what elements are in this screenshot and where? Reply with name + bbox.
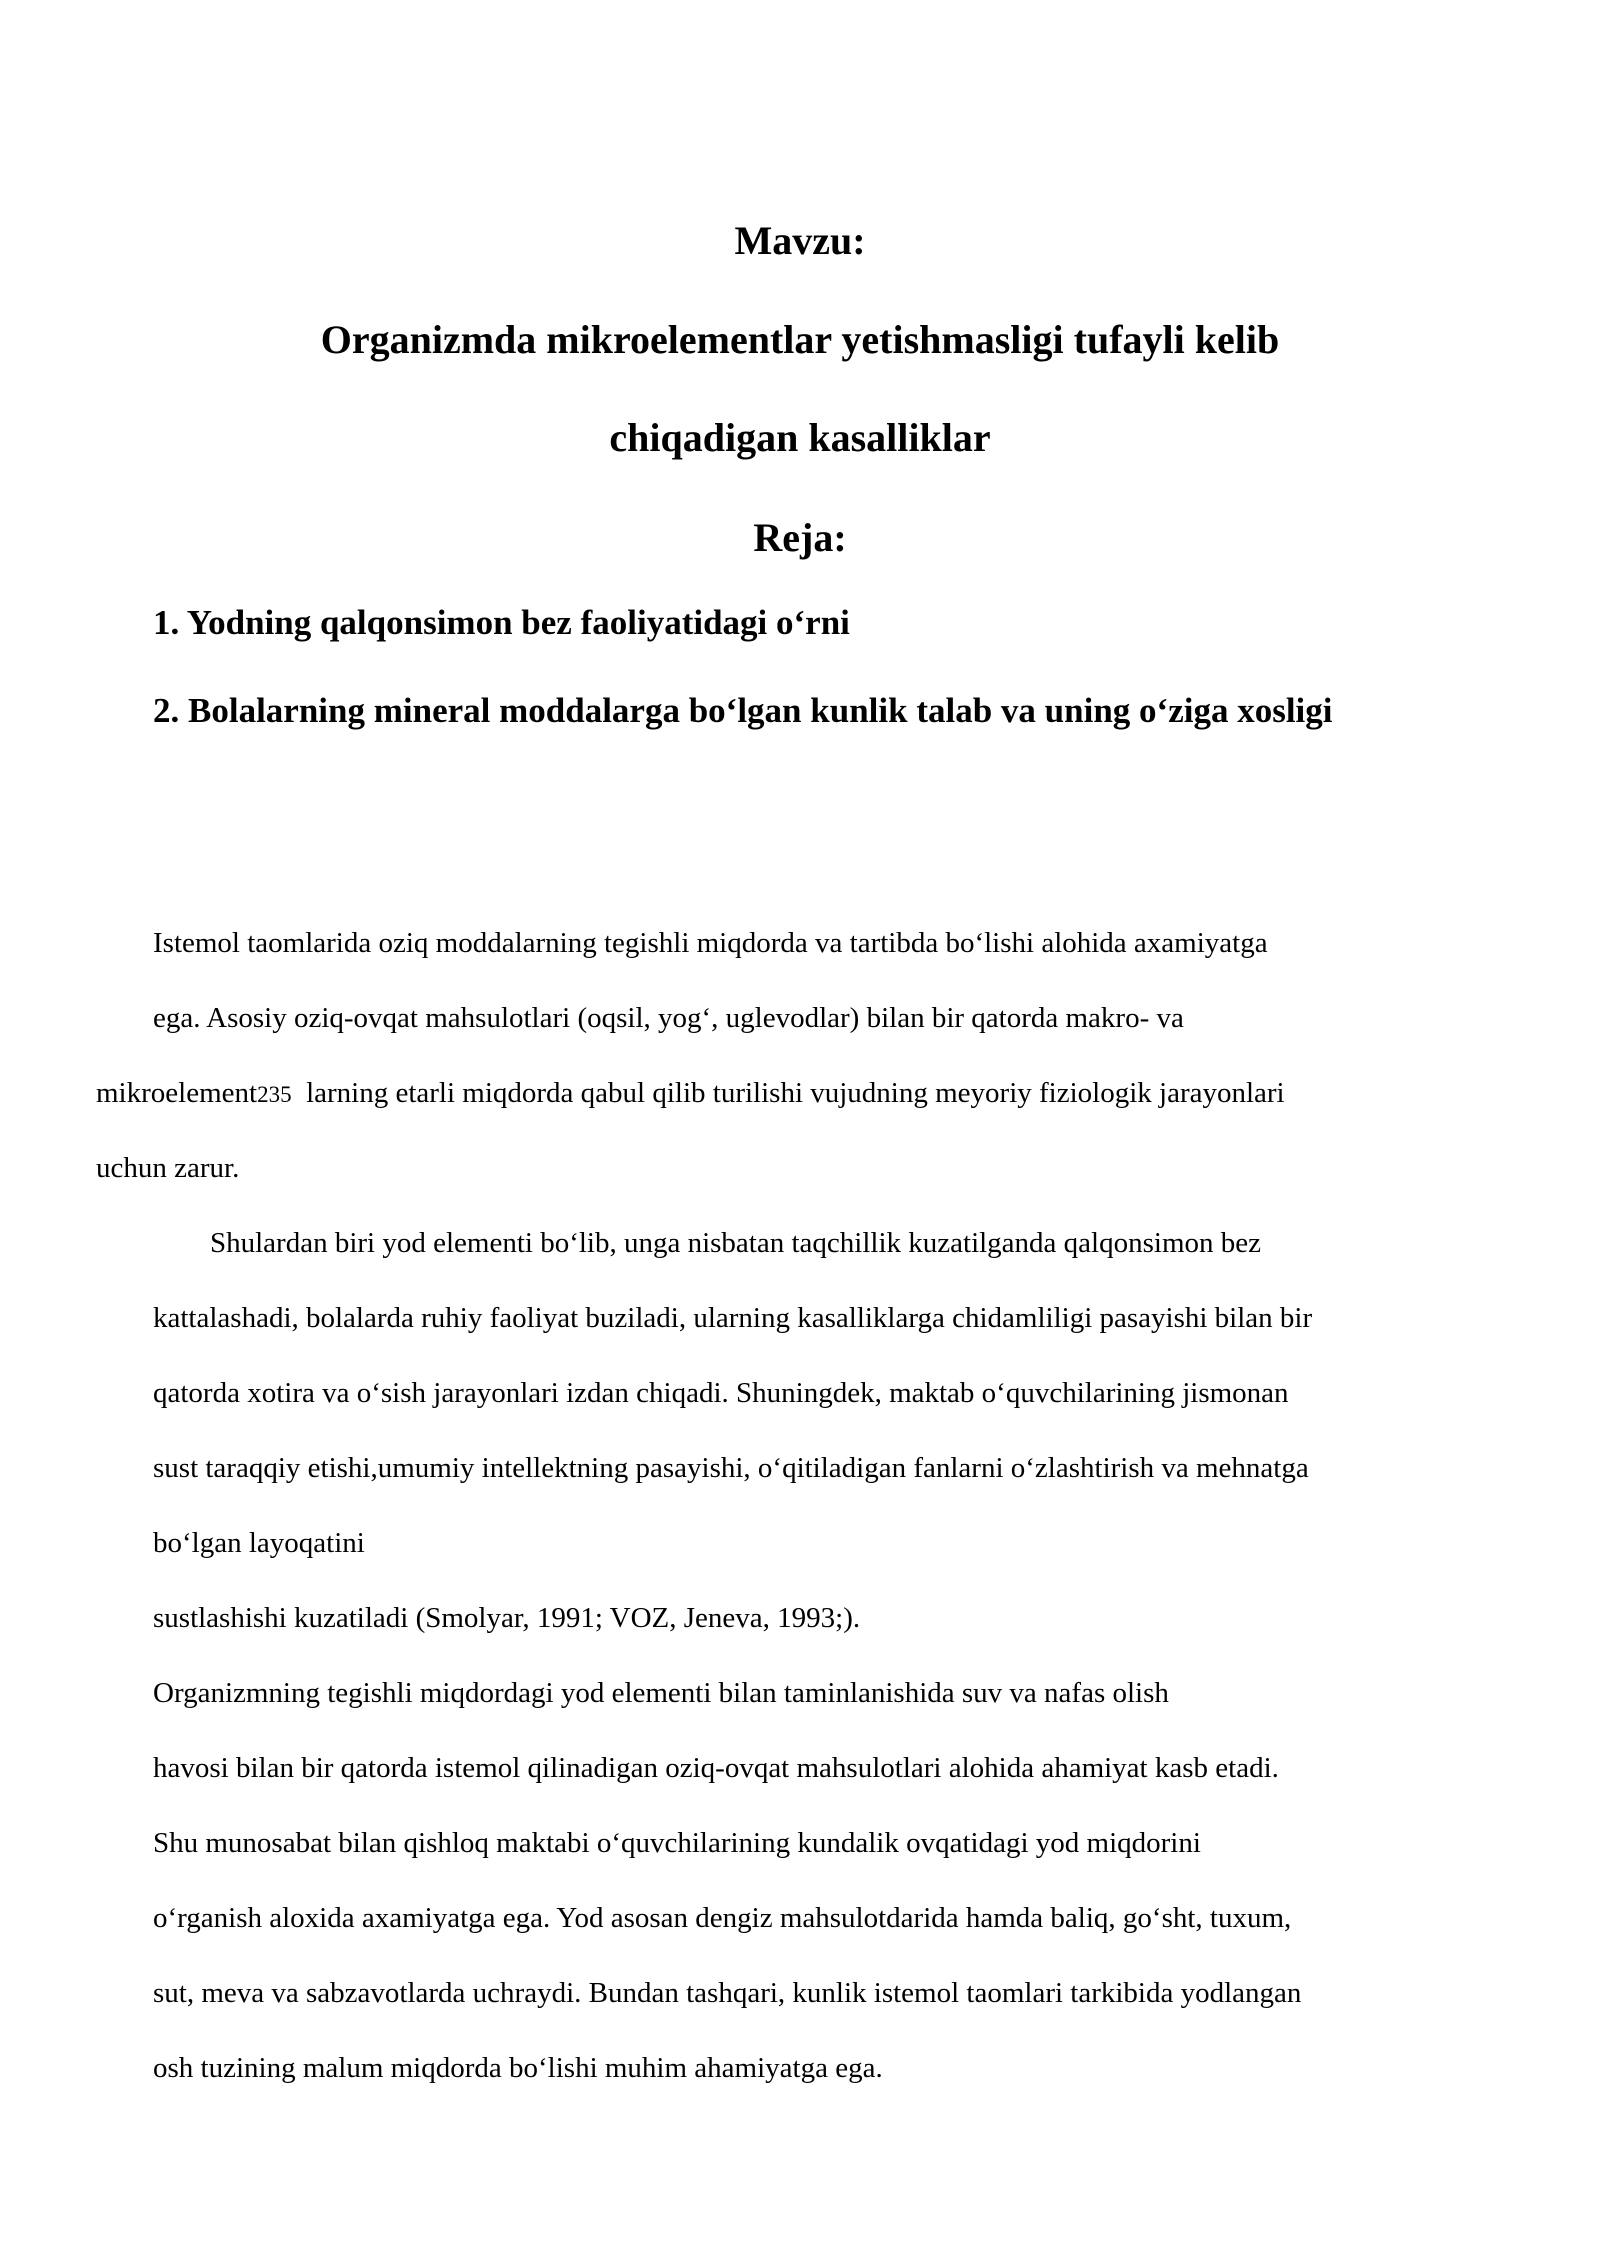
paragraph-2-line-5: bo‘lgan layoqatini	[153, 1527, 365, 1559]
paragraph-3-line-2: havosi bilan bir qatorda istemol qilinadigan oziq-ovqat mahsulotlari alohida ahamiyat kasb etadi.	[153, 1752, 1279, 1784]
paragraph-3-line-1: Organizmning tegishli miqdordagi yod elementi bilan taminlanishida suv va nafas olish	[153, 1677, 1169, 1709]
plan-item-1: 1. Yodning qalqonsimon bez faoliyatidagi o‘rni	[153, 603, 850, 642]
microelement-word: mikroelement	[96, 1077, 258, 1109]
paragraph-3-line-6: osh tuzining malum miqdorda bo‘lishi muhim ahamiyatga ega.	[153, 2052, 883, 2084]
plan-item-2: 2. Bolalarning mineral moddalarga bo‘lgan kunlik talab va uning o‘ziga xosligi	[153, 691, 1333, 730]
paragraph-1-line-3-rest: larning etarli miqdorda qabul qilib turilishi vujudning meyoriy fiziologik jarayonlari	[291, 1077, 1285, 1109]
title-line-1: Organizmda mikroelementlar yetishmasligi tufayli kelib	[320, 317, 1280, 362]
paragraph-1-line-2: ega. Asosiy oziq-ovqat mahsulotlari (oqsil, yog‘, uglevodlar) bilan bir qatorda makro- va	[153, 1002, 1184, 1034]
title-line-2: chiqadigan kasalliklar	[609, 415, 991, 460]
paragraph-3-line-3: Shu munosabat bilan qishloq maktabi o‘quvchilarining kundalik ovqatidagi yod miqdorini	[153, 1827, 1201, 1859]
paragraph-2-line-3: qatorda xotira va o‘sish jarayonlari izdan chiqadi. Shuningdek, maktab o‘quvchilarining jismonan	[153, 1377, 1289, 1409]
footnote-number: 235	[257, 1082, 292, 1107]
paragraph-1-line-3	[96, 1073, 1285, 1115]
topic-label: Mavzu:	[734, 218, 866, 263]
plan-label: Reja:	[753, 515, 847, 560]
paragraph-2-line-1: Shulardan biri yod elementi bo‘lib, unga nisbatan taqchillik kuzatilganda qalqonsimon bez	[210, 1227, 1261, 1259]
paragraph-3-line-5: sut, meva va sabzavotlarda uchraydi. Bundan tashqari, kunlik istemol taomlari tarkibida yodlangan	[153, 1977, 1302, 2009]
paragraph-2-line-6: sustlashishi kuzatiladi (Smolyar, 1991; VOZ, Jeneva, 1993;).	[153, 1602, 861, 1634]
paragraph-1-line-1: Istemol taomlarida oziq moddalarning tegishli miqdorda va tartibda bo‘lishi alohida axamiyatga	[153, 927, 1268, 959]
paragraph-2-line-2: kattalashadi, bolalarda ruhiy faoliyat buziladi, ularning kasalliklarga chidamliligi pasayishi bilan bir	[153, 1302, 1313, 1334]
paragraph-2-line-4: sust taraqqiy etishi,umumiy intellektning pasayishi, o‘qitiladigan fanlarni o‘zlashtirish va mehnatga	[153, 1452, 1309, 1484]
paragraph-3-line-4: o‘rganish aloxida axamiyatga ega. Yod asosan dengiz mahsulotdarida hamda baliq, go‘sht, tuxum,	[153, 1902, 1292, 1934]
paragraph-1-line-4: uchun zarur.	[96, 1152, 240, 1184]
